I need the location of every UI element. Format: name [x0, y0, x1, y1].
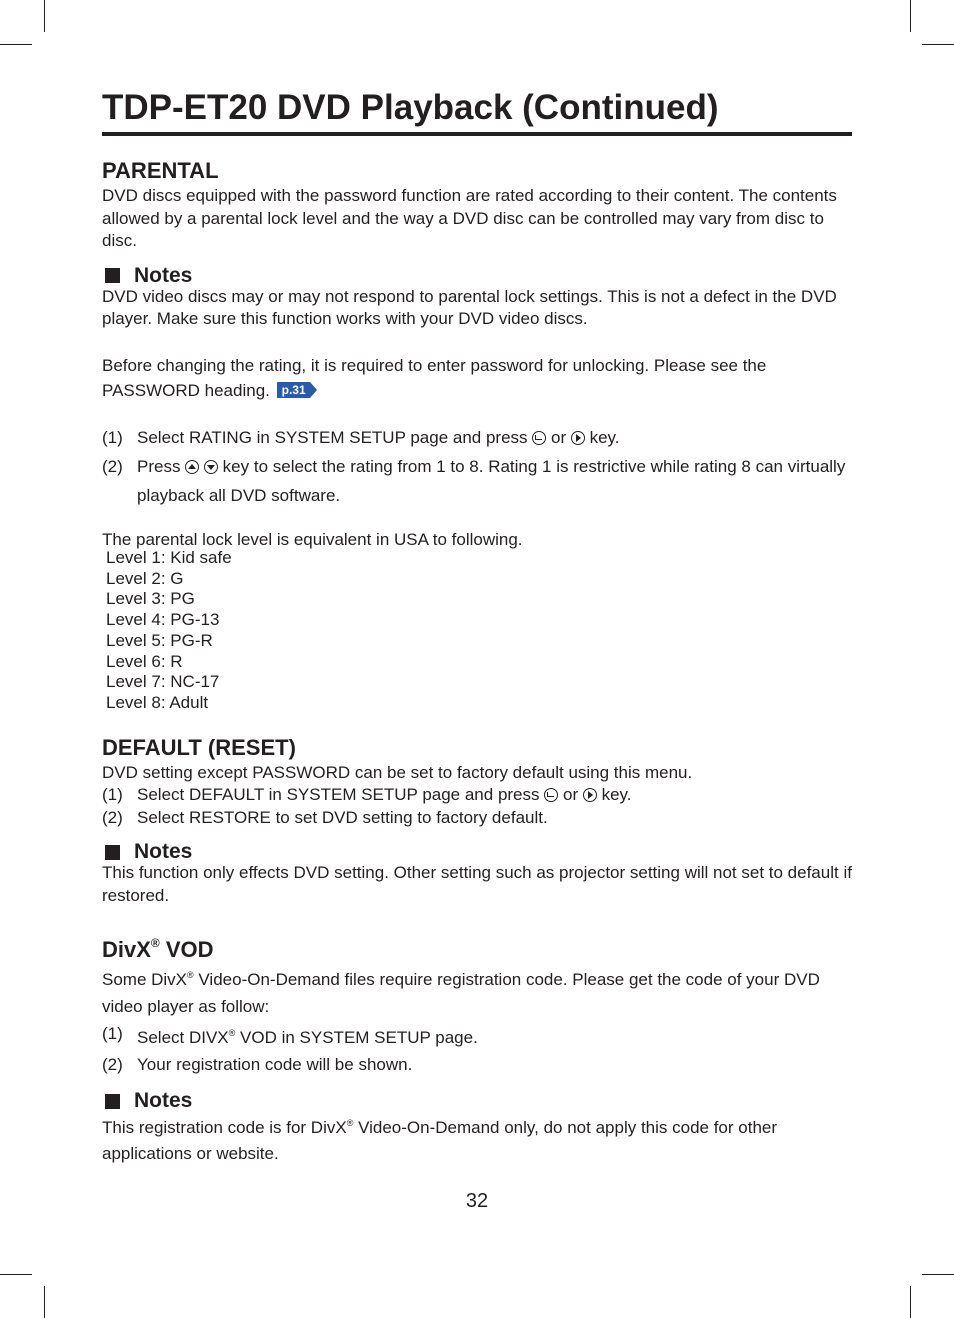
step-text-part: key.: [589, 427, 620, 447]
notes-label: Notes: [134, 840, 193, 864]
crop-mark: [44, 0, 45, 32]
enter-key-icon: [544, 788, 558, 802]
enter-key-icon: [532, 431, 546, 445]
divx-vod-section: [102, 929, 852, 1167]
step-text-part: Select DEFAULT in SYSTEM SETUP page and press: [137, 785, 540, 805]
list-item: [102, 807, 852, 830]
step-text: [137, 784, 632, 807]
heading-part: DivX: [102, 937, 151, 963]
step-text-part: or: [562, 785, 579, 805]
notes-heading: [102, 264, 852, 288]
divx-vod-intro: [102, 962, 852, 1020]
divx-vod-note: [102, 1110, 852, 1167]
page-reference-link[interactable]: p.31: [277, 382, 310, 398]
step-number: (2): [102, 1055, 123, 1075]
registered-mark: ®: [187, 970, 194, 981]
list-item: [102, 1020, 852, 1051]
equivalence-text: The parental lock level is equivalent in USA to following.: [102, 529, 523, 549]
note-part: This registration code is for DivX: [102, 1118, 347, 1138]
step-text-part: key to select the rating from 1 to 8. Rating 1 is restrictive while rating 8 can virtually playback all DVD software.: [137, 456, 846, 505]
notes-label: Notes: [134, 263, 193, 287]
notes-square-icon: [105, 1094, 120, 1109]
parental-heading: PARENTAL: [102, 158, 219, 183]
note-part: Video-On-Demand only, do not apply this code for other applications or website.: [102, 1118, 778, 1164]
intro-part: Video-On-Demand files require registration code. Please get the code of your DVD video player as follow:: [102, 970, 820, 1017]
step-text: Your registration code will be shown.: [137, 1055, 413, 1075]
right-arrow-key-icon: [571, 431, 585, 445]
notes-heading: [102, 840, 852, 864]
list-item: [102, 784, 852, 807]
step-text: [137, 452, 852, 510]
list-item: [102, 452, 852, 510]
intro-part: Some DivX: [102, 970, 188, 990]
right-arrow-key-icon: [583, 788, 597, 802]
list-item: Level 6: R: [106, 651, 183, 671]
registered-mark: ®: [150, 936, 160, 951]
list-item: Level 7: NC-17: [106, 672, 220, 692]
crop-mark: [0, 44, 32, 45]
parental-section: [102, 157, 852, 714]
list-item: Level 8: Adult: [106, 692, 209, 712]
page-number: 32: [465, 1190, 489, 1212]
notes-label: Notes: [134, 1089, 193, 1113]
list-item: [102, 1051, 852, 1078]
notes-square-icon: [105, 268, 120, 283]
step-text-part: Select DIVX: [137, 1028, 229, 1048]
list-item: [102, 423, 852, 452]
step-text-part: key.: [601, 785, 632, 805]
step-number: (2): [102, 807, 123, 827]
default-reset-heading: DEFAULT (RESET): [102, 734, 296, 760]
page-content: [102, 86, 852, 1167]
parental-intro: DVD discs equipped with the password function are rated according to their content. The contents allowed by a parental lock level and the way a DVD disc can be controlled may vary from disc to disc.: [102, 186, 837, 250]
default-reset-intro: DVD setting except PASSWORD can be set to factory default using this menu.: [102, 762, 693, 782]
step-number: (1): [102, 785, 123, 805]
crop-mark: [910, 1286, 911, 1318]
step-text-part: Press: [137, 456, 181, 476]
step-number: (1): [102, 1024, 123, 1044]
step-number: (1): [102, 427, 123, 447]
list-item: Level 1: Kid safe: [106, 548, 232, 567]
step-text-part: or: [551, 427, 567, 447]
divx-vod-heading: [102, 929, 852, 964]
registered-mark: ®: [346, 1118, 354, 1129]
parental-note-2: [102, 353, 852, 403]
crop-mark: [922, 44, 954, 45]
crop-mark: [44, 1286, 45, 1318]
page-title: TDP-ET20 DVD Playback (Continued): [102, 86, 852, 136]
parental-note-2-text: Before changing the rating, it is required to enter password for unlocking. Please see the PASSWORD heading.: [102, 355, 767, 400]
crop-mark: [0, 1274, 32, 1275]
heading-part: VOD: [159, 937, 214, 963]
crop-mark: [910, 0, 911, 32]
registered-mark: ®: [228, 1028, 236, 1039]
step-text: [137, 1020, 478, 1051]
down-arrow-key-icon: [204, 460, 218, 474]
step-text-part: VOD in SYSTEM SETUP page.: [235, 1028, 478, 1048]
notes-square-icon: [105, 845, 120, 860]
default-reset-steps: [102, 784, 852, 829]
step-number: (2): [102, 456, 123, 476]
parental-steps: [102, 423, 852, 510]
step-text: Select RESTORE to set DVD setting to factory default.: [137, 807, 548, 827]
list-item: Level 3: PG: [106, 589, 195, 609]
default-reset-section: [102, 734, 852, 908]
up-arrow-key-icon: [185, 460, 199, 474]
default-reset-note: This function only effects DVD setting. Other setting such as projector setting will not set to default if restored.: [102, 863, 852, 905]
list-item: Level 4: PG-13: [106, 610, 220, 630]
divx-vod-steps: [102, 1020, 852, 1078]
parental-note-1: DVD video discs may or may not respond to parental lock settings. This is not a defect in the DVD player. Make sure this function works with your DVD video discs.: [102, 286, 837, 328]
list-item: Level 2: G: [106, 568, 184, 588]
step-text: [137, 423, 620, 452]
rating-levels-list: [106, 548, 852, 714]
crop-mark: [922, 1274, 954, 1275]
step-text-part: Select RATING in SYSTEM SETUP page and press: [137, 427, 528, 447]
list-item: Level 5: PG-R: [106, 630, 213, 650]
